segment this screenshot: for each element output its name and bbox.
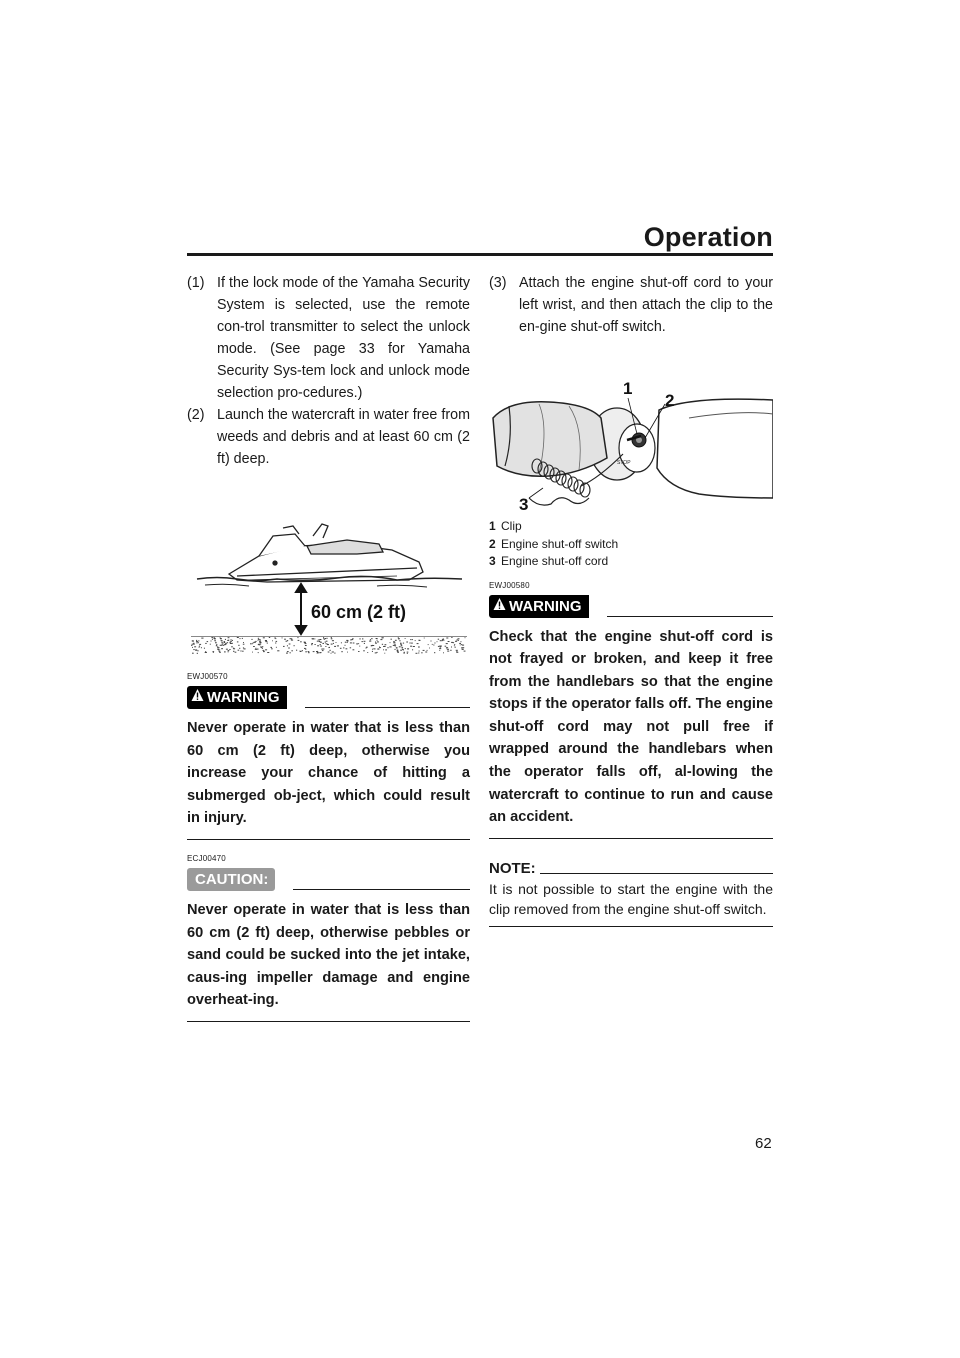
step-number: (1) — [187, 275, 205, 291]
page-title: Operation — [643, 222, 773, 252]
step-text: If the lock mode of the Yamaha Security System is selected, use the remote con-trol transmitter to select the unlock mode. (See page 33 for Yamaha Security Sys-tem lock and unlock mode selection pro-cedures.) — [217, 275, 470, 401]
shutoff-switch-figure — [489, 348, 773, 516]
warning-triangle-icon — [191, 688, 204, 702]
caution-label: CAUTION: — [195, 870, 269, 888]
note-label: NOTE: — [489, 859, 536, 877]
warning-text: Check that the engine shut-off cord is not frayed or broken, and keep it free from the handlebars so that the engine stops if the operator falls off. The engine shut-off cord may not pull free if wrapped around the handlebars when the operator falls off, al-lowing the watercraft to continue to run and cause an accident. — [489, 628, 773, 826]
legend-item: 2 Engine shut-off switch — [489, 536, 619, 551]
note-text: It is not possible to start the engine with the clip removed from the engine shut-off switch. — [489, 880, 773, 918]
left-column — [187, 272, 470, 1022]
step-2 — [187, 404, 470, 470]
caution-block — [187, 854, 470, 1022]
callout-2: 2 — [665, 391, 675, 410]
callout-1: 1 — [623, 379, 633, 398]
header-rule — [187, 253, 773, 256]
warning-code: EWJ00580 — [489, 580, 530, 590]
warning-label: WARNING — [509, 597, 582, 615]
watercraft-illustration — [229, 524, 423, 582]
caution-text: Never operate in water that is less than 60 cm (2 ft) deep, otherwise pebbles or sand could be sucked into the jet intake, caus-ing impeller damage and engine overheat-ing. — [187, 901, 470, 1009]
warning-badge — [489, 595, 589, 618]
warning-badge — [187, 686, 287, 709]
caution-badge — [187, 868, 275, 891]
warning-triangle-icon — [493, 597, 506, 611]
step-text: Launch the watercraft in water free from weeds and debris and at least 60 cm (2 ft) deep. — [217, 407, 470, 467]
figure-legend — [489, 518, 773, 571]
legend-item: 3 Engine shut-off cord — [489, 554, 609, 568]
sea-bottom — [191, 636, 467, 654]
warning-block — [489, 581, 773, 839]
step-text: Attach the engine shut-off cord to your left wrist, and then attach the clip to the en-gine shut-off switch. — [519, 275, 773, 335]
step-1 — [187, 272, 470, 404]
caution-code: ECJ00470 — [187, 853, 226, 863]
step-3 — [489, 272, 773, 338]
watercraft-depth-figure — [187, 506, 470, 656]
right-column — [489, 272, 773, 927]
svg-text:STOP: STOP — [617, 460, 631, 466]
note-block — [489, 859, 773, 927]
warning-code: EWJ00570 — [187, 672, 228, 681]
depth-arrow — [296, 584, 306, 634]
step-number: (2) — [187, 407, 205, 423]
step-number: (3) — [489, 275, 507, 291]
warning-text: Never operate in water that is less than 60 cm (2 ft) deep, otherwise you increase your chance of hitting a submerged ob-ject, which could result in injury. — [187, 720, 470, 827]
callout-3: 3 — [519, 495, 529, 514]
depth-label: 60 cm (2 ft) — [311, 602, 407, 622]
warning-block — [187, 672, 470, 840]
warning-label: WARNING — [207, 689, 280, 706]
legend-item: 1 Clip — [489, 519, 522, 533]
page-number: 62 — [755, 1135, 772, 1152]
